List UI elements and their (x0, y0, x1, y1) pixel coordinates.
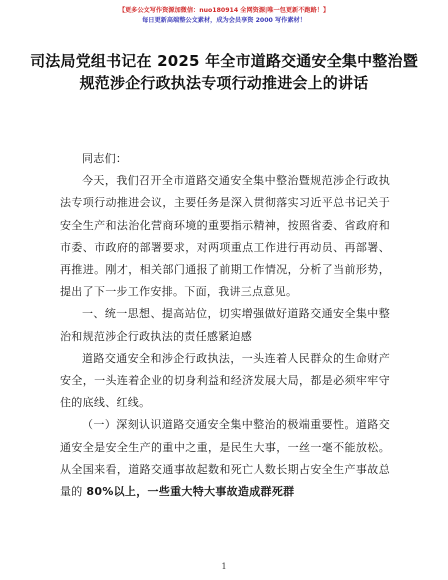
page-number: 1 (221, 562, 227, 571)
promo-banner (0, 6, 448, 26)
emphasis-text: 80%以上，一些重大特大事故造成群死群 (86, 485, 295, 499)
section-heading-1: 一、统一思想、提高站位，切实增强做好道路交通安全集中整治和规范涉企行政执法的责任感紧迫感 (60, 307, 390, 343)
subsection-text: （一）深刻认识道路交通安全集中整治的极端重要性。道路交通安全是安全生产的重中之重，是民生大事，一丝一毫不能放松。从全国来看，道路交通事故起数和死亡人数长期占安全生产事故总量的 (60, 418, 390, 499)
paragraph-intro: 今天，我们召开全市道路交通安全集中整治暨规范涉企行政执法专项行动推进会议，主要任务是深入贯彻落实习近平总书记关于安全生产和法治化营商环境的重要指示精神，按照省委、省政府和市委、市政府的部署要求，对两项重点工作进行再动员、再部署、再推进。刚才，相关部门通报了前期工作情况，分析了当前形势，提出了下一步工作安排。下面，我讲三点意见。 (60, 174, 390, 299)
promo-line-2: 每日更新高端整公文素材，成为会员享资 2000 写作素材！ (142, 17, 306, 24)
paragraph-section-1: 道路交通安全和涉企行政执法，一头连着人民群众的生命财产安全，一头连着企业的切身利益和经济发展大局，都是必须牢牢守住的底线、红线。 (60, 351, 390, 410)
salutation: 同志们： (82, 152, 128, 165)
document-title: 司法局党组书记在 2025 年全市道路交通安全集中整治暨规范涉企行政执法专项行动推进会上的讲话 (30, 52, 418, 92)
promo-line-1: 【更多公文写作资源加微信：nuo180914 全网资源|唯一包更新不跑路！】 (118, 7, 330, 14)
document-body (60, 148, 390, 503)
paragraph-subsection-1 (60, 414, 390, 503)
